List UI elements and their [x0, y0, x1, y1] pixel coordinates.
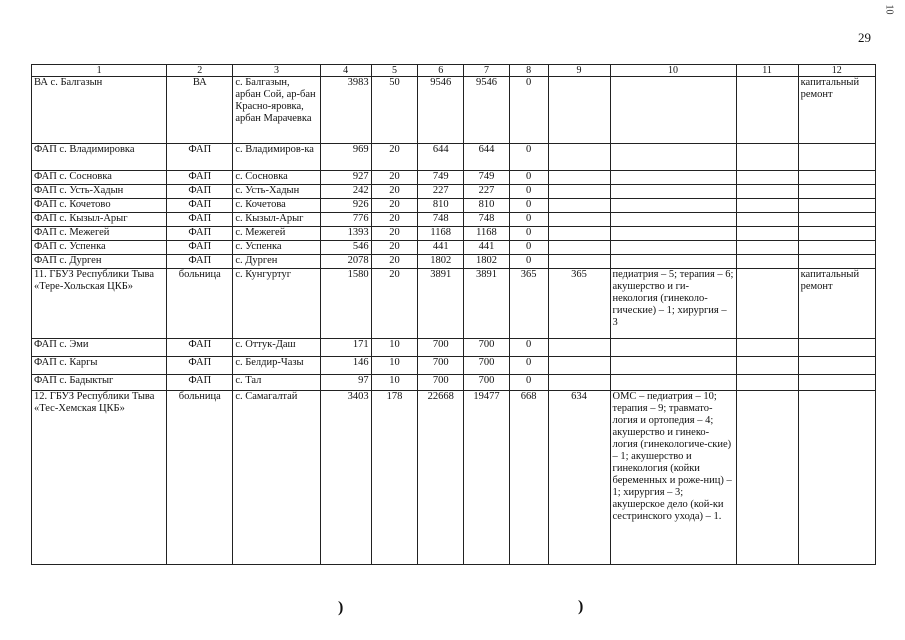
cell-col-3: с. Кызыл-Арыг [233, 213, 320, 227]
table-row [32, 375, 876, 391]
cell-col-1: ФАП с. Кочетово [32, 199, 167, 213]
cell-col-8: 0 [509, 227, 548, 241]
cell-col-6: 810 [418, 199, 464, 213]
cell-col-11 [736, 357, 798, 375]
cell-col-8: 0 [509, 255, 548, 269]
table-row [32, 255, 876, 269]
cell-col-11 [736, 391, 798, 565]
cell-col-11 [736, 255, 798, 269]
cell-col-12 [798, 375, 875, 391]
corner-handwritten-mark: 10 [883, 4, 895, 15]
cell-col-1: ФАП с. Усть-Хадын [32, 185, 167, 199]
cell-col-5: 50 [371, 77, 418, 144]
cell-col-5: 20 [371, 171, 418, 185]
cell-col-1: ФАП с. Бадыктыг [32, 375, 167, 391]
cell-col-7: 1802 [464, 255, 510, 269]
page-number: 29 [858, 30, 871, 45]
cell-col-12 [798, 199, 875, 213]
table-row [32, 269, 876, 339]
cell-col-9 [548, 241, 610, 255]
cell-col-6: 644 [418, 144, 464, 171]
table-row [32, 213, 876, 227]
cell-col-2: ФАП [167, 375, 233, 391]
cell-col-9 [548, 339, 610, 357]
cell-col-10: ОМС – педиатрия – 10; терапия – 9; травмато-логия и ортопедия – 4; акушерство и гинеко-логия (гинекологиче-ские) – 1; акушерство и гинекология (койки беременных и роже-ниц) – 1; хирургия – 3; акушерское дело (кой-ки сестринского ухода) – 1. [610, 391, 736, 565]
cell-col-8: 0 [509, 357, 548, 375]
cell-col-12 [798, 255, 875, 269]
cell-col-9 [548, 255, 610, 269]
cell-col-10 [610, 199, 736, 213]
cell-col-7: 19477 [464, 391, 510, 565]
cell-col-9: 365 [548, 269, 610, 339]
column-number-header [32, 65, 876, 77]
table-row [32, 227, 876, 241]
cell-col-4: 171 [320, 339, 371, 357]
cell-col-1: 11. ГБУЗ Республики Тыва «Тере-Хольская ЦКБ» [32, 269, 167, 339]
cell-col-11 [736, 144, 798, 171]
cell-col-1: ВА с. Балгазын [32, 77, 167, 144]
cell-col-11 [736, 227, 798, 241]
cell-col-5: 20 [371, 213, 418, 227]
cell-col-7: 3891 [464, 269, 510, 339]
cell-col-6: 9546 [418, 77, 464, 144]
cell-col-6: 1802 [418, 255, 464, 269]
cell-col-1: ФАП с. Каргы [32, 357, 167, 375]
cell-col-8: 0 [509, 241, 548, 255]
cell-col-10 [610, 339, 736, 357]
column-number-12: 12 [798, 65, 875, 77]
cell-col-12 [798, 185, 875, 199]
column-number-10: 10 [610, 65, 736, 77]
cell-col-12: капитальный ремонт [798, 269, 875, 339]
cell-col-7: 749 [464, 171, 510, 185]
column-number-9: 9 [548, 65, 610, 77]
cell-col-11 [736, 213, 798, 227]
cell-col-9: 634 [548, 391, 610, 565]
cell-col-11 [736, 171, 798, 185]
cell-col-5: 20 [371, 269, 418, 339]
cell-col-6: 22668 [418, 391, 464, 565]
cell-col-1: 12. ГБУЗ Республики Тыва «Тес-Хемская ЦКБ» [32, 391, 167, 565]
column-number-2: 2 [167, 65, 233, 77]
cell-col-11 [736, 269, 798, 339]
cell-col-4: 1393 [320, 227, 371, 241]
table-row [32, 185, 876, 199]
cell-col-10 [610, 171, 736, 185]
cell-col-2: больница [167, 269, 233, 339]
cell-col-3: с. Усть-Хадын [233, 185, 320, 199]
cell-col-10 [610, 255, 736, 269]
cell-col-11 [736, 241, 798, 255]
cell-col-8: 0 [509, 144, 548, 171]
cell-col-7: 700 [464, 375, 510, 391]
column-number-1: 1 [32, 65, 167, 77]
cell-col-9 [548, 171, 610, 185]
cell-col-10 [610, 357, 736, 375]
column-number-11: 11 [736, 65, 798, 77]
cell-col-10: педиатрия – 5; терапия – 6; акушерство и ги-некология (гинеколо-гические) – 1; хирургия – 3 [610, 269, 736, 339]
cell-col-9 [548, 375, 610, 391]
cell-col-10 [610, 241, 736, 255]
cell-col-2: ФАП [167, 144, 233, 171]
cell-col-11 [736, 77, 798, 144]
cell-col-7: 644 [464, 144, 510, 171]
cell-col-6: 227 [418, 185, 464, 199]
cell-col-12 [798, 391, 875, 565]
cell-col-12 [798, 241, 875, 255]
cell-col-6: 1168 [418, 227, 464, 241]
table-row [32, 144, 876, 171]
cell-col-9 [548, 227, 610, 241]
cell-col-4: 3403 [320, 391, 371, 565]
cell-col-11 [736, 185, 798, 199]
cell-col-2: ФАП [167, 185, 233, 199]
cell-col-5: 20 [371, 241, 418, 255]
cell-col-5: 10 [371, 339, 418, 357]
cell-col-3: с. Кунгуртуг [233, 269, 320, 339]
cell-col-5: 20 [371, 227, 418, 241]
cell-col-12 [798, 213, 875, 227]
table-body [32, 77, 876, 565]
cell-col-3: с. Успенка [233, 241, 320, 255]
cell-col-8: 0 [509, 199, 548, 213]
cell-col-4: 97 [320, 375, 371, 391]
cell-col-1: ФАП с. Сосновка [32, 171, 167, 185]
cell-col-4: 969 [320, 144, 371, 171]
cell-col-6: 749 [418, 171, 464, 185]
cell-col-7: 810 [464, 199, 510, 213]
table-row [32, 199, 876, 213]
cell-col-2: ФАП [167, 339, 233, 357]
cell-col-4: 3983 [320, 77, 371, 144]
cell-col-9 [548, 213, 610, 227]
cell-col-5: 10 [371, 375, 418, 391]
cell-col-7: 700 [464, 339, 510, 357]
cell-col-10 [610, 227, 736, 241]
facilities-table [31, 64, 876, 565]
cell-col-12 [798, 339, 875, 357]
cell-col-9 [548, 357, 610, 375]
cell-col-12 [798, 171, 875, 185]
cell-col-5: 20 [371, 199, 418, 213]
cell-col-3: с. Межегей [233, 227, 320, 241]
cell-col-8: 0 [509, 213, 548, 227]
cell-col-4: 546 [320, 241, 371, 255]
cell-col-2: ФАП [167, 357, 233, 375]
column-number-5: 5 [371, 65, 418, 77]
cell-col-3: с. Дурген [233, 255, 320, 269]
cell-col-3: с. Белдир-Чазы [233, 357, 320, 375]
cell-col-12: капитальный ремонт [798, 77, 875, 144]
column-number-4: 4 [320, 65, 371, 77]
cell-col-8: 0 [509, 171, 548, 185]
cell-col-1: ФАП с. Успенка [32, 241, 167, 255]
cell-col-7: 700 [464, 357, 510, 375]
cell-col-7: 1168 [464, 227, 510, 241]
cell-col-6: 700 [418, 339, 464, 357]
cell-col-2: ФАП [167, 241, 233, 255]
cell-col-9 [548, 144, 610, 171]
cell-col-9 [548, 185, 610, 199]
cell-col-1: ФАП с. Дурген [32, 255, 167, 269]
table-row [32, 171, 876, 185]
cell-col-2: ФАП [167, 171, 233, 185]
cell-col-5: 20 [371, 185, 418, 199]
cell-col-7: 441 [464, 241, 510, 255]
cell-col-3: с. Тал [233, 375, 320, 391]
cell-col-3: с. Владимиров-ка [233, 144, 320, 171]
cell-col-1: ФАП с. Эми [32, 339, 167, 357]
column-number-3: 3 [233, 65, 320, 77]
table-row [32, 357, 876, 375]
cell-col-12 [798, 227, 875, 241]
cell-col-1: ФАП с. Кызыл-Арыг [32, 213, 167, 227]
cell-col-2: ВА [167, 77, 233, 144]
cell-col-4: 776 [320, 213, 371, 227]
cell-col-4: 242 [320, 185, 371, 199]
cell-col-10 [610, 185, 736, 199]
cell-col-4: 2078 [320, 255, 371, 269]
cell-col-8: 0 [509, 339, 548, 357]
cell-col-2: ФАП [167, 255, 233, 269]
cell-col-6: 441 [418, 241, 464, 255]
cell-col-10 [610, 375, 736, 391]
cell-col-6: 748 [418, 213, 464, 227]
cell-col-8: 0 [509, 185, 548, 199]
table-row [32, 77, 876, 144]
cell-col-5: 178 [371, 391, 418, 565]
cell-col-6: 3891 [418, 269, 464, 339]
cell-col-3: с. Самагалтай [233, 391, 320, 565]
cell-col-5: 20 [371, 255, 418, 269]
table-row [32, 391, 876, 565]
cell-col-7: 227 [464, 185, 510, 199]
cell-col-2: ФАП [167, 213, 233, 227]
cell-col-11 [736, 339, 798, 357]
cell-col-5: 20 [371, 144, 418, 171]
cell-col-1: ФАП с. Межегей [32, 227, 167, 241]
cell-col-6: 700 [418, 375, 464, 391]
cell-col-3: с. Кочетова [233, 199, 320, 213]
cell-col-12 [798, 357, 875, 375]
column-number-7: 7 [464, 65, 510, 77]
cell-col-4: 926 [320, 199, 371, 213]
cell-col-4: 1580 [320, 269, 371, 339]
cell-col-4: 927 [320, 171, 371, 185]
column-number-8: 8 [509, 65, 548, 77]
cell-col-6: 700 [418, 357, 464, 375]
table-row [32, 241, 876, 255]
cell-col-2: ФАП [167, 227, 233, 241]
cell-col-8: 0 [509, 375, 548, 391]
cell-col-11 [736, 199, 798, 213]
cell-col-8: 668 [509, 391, 548, 565]
cell-col-12 [798, 144, 875, 171]
cell-col-9 [548, 199, 610, 213]
table-row [32, 339, 876, 357]
cell-col-7: 748 [464, 213, 510, 227]
cell-col-11 [736, 375, 798, 391]
cell-col-3: с. Оттук-Даш [233, 339, 320, 357]
cell-col-10 [610, 213, 736, 227]
handwritten-mark-left: ) [338, 599, 344, 616]
cell-col-10 [610, 144, 736, 171]
cell-col-9 [548, 77, 610, 144]
cell-col-7: 9546 [464, 77, 510, 144]
cell-col-8: 365 [509, 269, 548, 339]
cell-col-1: ФАП с. Владимировка [32, 144, 167, 171]
handwritten-mark-right: ) [578, 598, 584, 615]
cell-col-5: 10 [371, 357, 418, 375]
cell-col-3: с. Балгазын, арбан Сой, ар-бан Красно-яровка, арбан Марачевка [233, 77, 320, 144]
cell-col-10 [610, 77, 736, 144]
column-number-6: 6 [418, 65, 464, 77]
cell-col-3: с. Сосновка [233, 171, 320, 185]
cell-col-2: больница [167, 391, 233, 565]
cell-col-2: ФАП [167, 199, 233, 213]
cell-col-4: 146 [320, 357, 371, 375]
cell-col-8: 0 [509, 77, 548, 144]
